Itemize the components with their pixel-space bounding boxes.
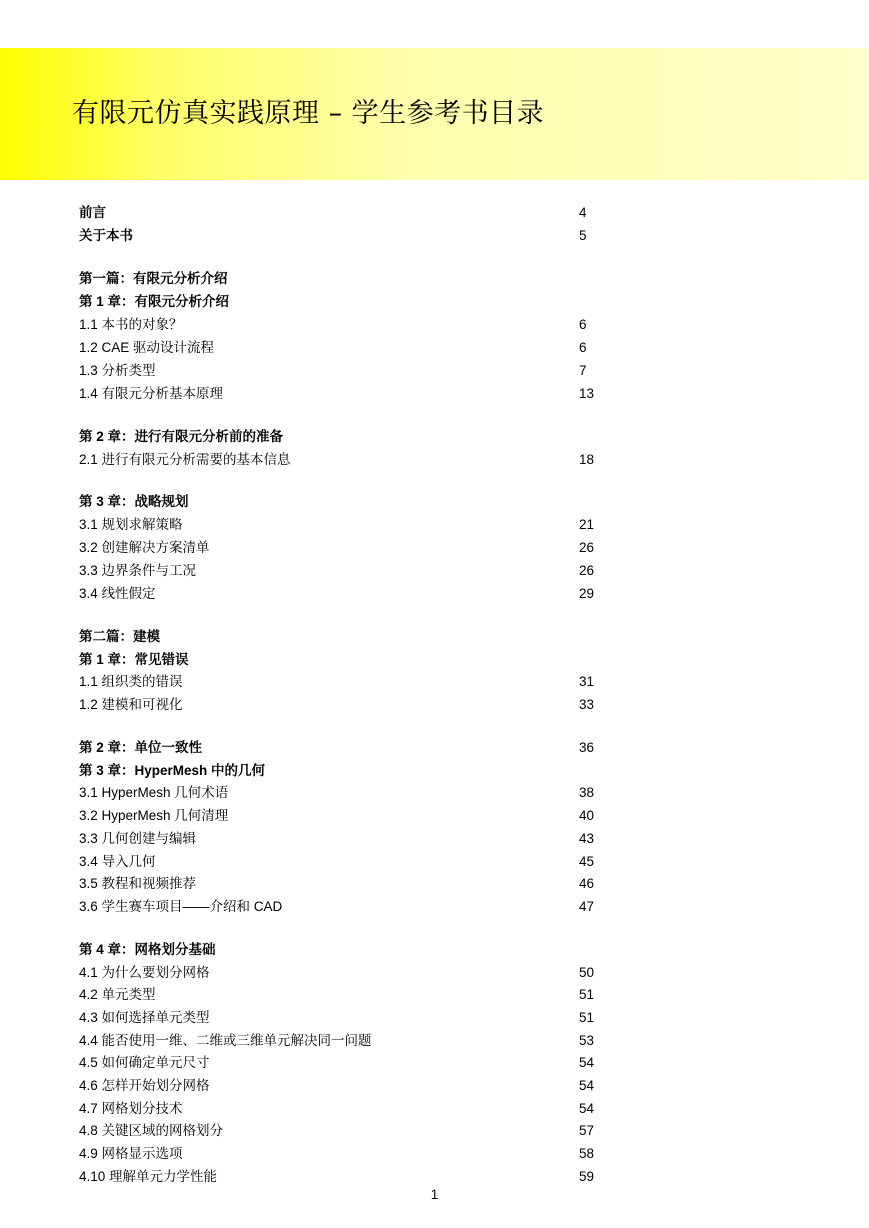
toc-entry[interactable] <box>79 360 639 382</box>
toc-entry-page: 50 <box>579 965 595 980</box>
toc-entry-page: 54 <box>579 1101 595 1116</box>
toc-entry-page: 54 <box>579 1055 595 1070</box>
toc-entry-page: 59 <box>579 1169 595 1184</box>
toc-entry-label: 第 2 章：单位一致性 <box>79 740 203 755</box>
toc-entry[interactable] <box>79 1143 639 1165</box>
toc-entry-label: 4.5 如何确定单元尺寸 <box>79 1055 210 1070</box>
toc-entry-label: 4.8 关键区域的网格划分 <box>79 1123 224 1138</box>
toc-entry[interactable] <box>79 225 639 247</box>
toc-entry-label: 4.1 为什么要划分网格 <box>79 965 210 980</box>
toc-entry-label: 第 3 章：战略规划 <box>79 494 189 509</box>
toc-entry-label: 4.9 网格显示选项 <box>79 1146 183 1161</box>
toc-entry-label: 4.3 如何选择单元类型 <box>79 1010 210 1025</box>
toc-entry-label: 1.3 分析类型 <box>79 363 156 378</box>
toc-entry-label: 3.1 HyperMesh 几何术语 <box>79 785 229 800</box>
toc-entry-label: 3.2 创建解决方案清单 <box>79 540 210 555</box>
toc-entry-label: 第 4 章：网格划分基础 <box>79 942 216 957</box>
toc-entry[interactable] <box>79 962 639 984</box>
toc-entry-page: 6 <box>579 340 587 355</box>
toc-entry[interactable] <box>79 1007 639 1029</box>
toc-entry-page: 7 <box>579 363 587 378</box>
toc-entry-label: 4.10 理解单元力学性能 <box>79 1169 218 1184</box>
toc-entry[interactable] <box>79 491 639 513</box>
toc-entry-page: 53 <box>579 1033 595 1048</box>
toc-entry[interactable] <box>79 1120 639 1142</box>
toc-entry-page: 6 <box>579 317 587 332</box>
toc-entry[interactable] <box>79 782 639 804</box>
toc-entry-label: 3.5 教程和视频推荐 <box>79 876 197 891</box>
toc-entry[interactable] <box>79 337 639 359</box>
toc-entry[interactable] <box>79 984 639 1006</box>
toc-entry-label: 3.2 HyperMesh 几何清理 <box>79 808 229 823</box>
toc-entry-page: 31 <box>579 674 595 689</box>
page-title: 有限元仿真实践原理 – 学生参考书目录 <box>72 98 545 129</box>
toc-entry[interactable] <box>79 760 639 782</box>
toc-entry[interactable] <box>79 939 639 961</box>
toc-entry[interactable] <box>79 896 639 918</box>
toc-entry-label: 第 1 章：有限元分析介绍 <box>79 294 230 309</box>
toc-entry[interactable] <box>79 805 639 827</box>
toc-entry-label: 4.7 网格划分技术 <box>79 1101 183 1116</box>
toc-entry-label: 4.4 能否使用一维、二维或三维单元解决同一问题 <box>79 1033 372 1048</box>
toc-entry-page: 51 <box>579 987 595 1002</box>
toc-entry-label: 关于本书 <box>79 228 133 243</box>
toc-entry[interactable] <box>79 583 639 605</box>
toc-entry-page: 47 <box>579 899 595 914</box>
toc-entry-label: 3.3 边界条件与工况 <box>79 563 197 578</box>
toc-entry-label: 1.2 CAE 驱动设计流程 <box>79 340 215 355</box>
toc-entry-label: 3.4 导入几何 <box>79 854 156 869</box>
toc-entry-page: 45 <box>579 854 595 869</box>
toc-entry[interactable] <box>79 694 639 716</box>
toc-entry[interactable] <box>79 851 639 873</box>
toc-entry-label: 3.4 线性假定 <box>79 586 156 601</box>
toc-entry-page: 43 <box>579 831 595 846</box>
toc-entry-page: 18 <box>579 452 595 467</box>
toc-entry-page: 33 <box>579 697 595 712</box>
toc-entry[interactable] <box>79 1030 639 1052</box>
page-number: 1 <box>430 1187 439 1202</box>
toc-entry-page: 21 <box>579 517 595 532</box>
toc-entry-page: 54 <box>579 1078 595 1093</box>
toc-entry-page: 38 <box>579 785 595 800</box>
toc-entry-page: 58 <box>579 1146 595 1161</box>
toc-entry[interactable] <box>79 626 639 648</box>
toc-entry[interactable] <box>79 560 639 582</box>
toc-entry-page: 57 <box>579 1123 595 1138</box>
toc-entry-page: 36 <box>579 740 595 755</box>
toc-entry-label: 第一篇：有限元分析介绍 <box>79 271 228 286</box>
toc-entry[interactable] <box>79 426 639 448</box>
toc-entry-label: 2.1 进行有限元分析需要的基本信息 <box>79 452 291 467</box>
toc-entry-label: 4.6 怎样开始划分网格 <box>79 1078 210 1093</box>
toc-entry[interactable] <box>79 1098 639 1120</box>
toc-entry[interactable] <box>79 737 639 759</box>
toc-entry-page: 40 <box>579 808 595 823</box>
toc-entry[interactable] <box>79 1075 639 1097</box>
toc-entry-label: 1.1 本书的对象？ <box>79 317 183 332</box>
toc-entry-label: 3.1 规划求解策略 <box>79 517 183 532</box>
toc-entry[interactable] <box>79 268 639 290</box>
toc-entry-page: 51 <box>579 1010 595 1025</box>
toc-entry[interactable] <box>79 383 639 405</box>
toc-entry-label: 第 2 章：进行有限元分析前的准备 <box>79 429 284 444</box>
toc-entry-label: 第二篇：建模 <box>79 629 160 644</box>
toc-entry[interactable] <box>79 649 639 671</box>
toc-entry[interactable] <box>79 1052 639 1074</box>
toc-entry-label: 第 1 章：常见错误 <box>79 652 189 667</box>
toc-entry-label: 1.2 建模和可视化 <box>79 697 183 712</box>
toc-entry[interactable] <box>79 537 639 559</box>
toc-entry-page: 26 <box>579 540 595 555</box>
toc-entry-label: 第 3 章：HyperMesh 中的几何 <box>79 763 266 778</box>
toc-entry-label: 1.1 组织类的错误 <box>79 674 183 689</box>
toc-entry-page: 5 <box>579 228 587 243</box>
toc-entry[interactable] <box>79 449 639 471</box>
toc-entry-page: 13 <box>579 386 595 401</box>
toc-entry[interactable] <box>79 514 639 536</box>
toc-entry-label: 4.2 单元类型 <box>79 987 156 1002</box>
toc-entry-page: 26 <box>579 563 595 578</box>
toc-entry[interactable] <box>79 314 639 336</box>
toc-entry-label: 3.6 学生赛车项目——介绍和 CAD <box>79 899 283 914</box>
toc-entry[interactable] <box>79 828 639 850</box>
toc-entry-page: 29 <box>579 586 595 601</box>
toc-entry-page: 4 <box>579 205 587 220</box>
toc-entry-page: 46 <box>579 876 595 891</box>
toc-entry-label: 3.3 几何创建与编辑 <box>79 831 197 846</box>
toc-entry-label: 前言 <box>79 205 106 220</box>
toc-entry[interactable] <box>79 202 639 224</box>
toc-entry[interactable] <box>79 873 639 895</box>
toc-entry[interactable] <box>79 291 639 313</box>
toc-entry[interactable] <box>79 671 639 693</box>
toc-entry-label: 1.4 有限元分析基本原理 <box>79 386 224 401</box>
